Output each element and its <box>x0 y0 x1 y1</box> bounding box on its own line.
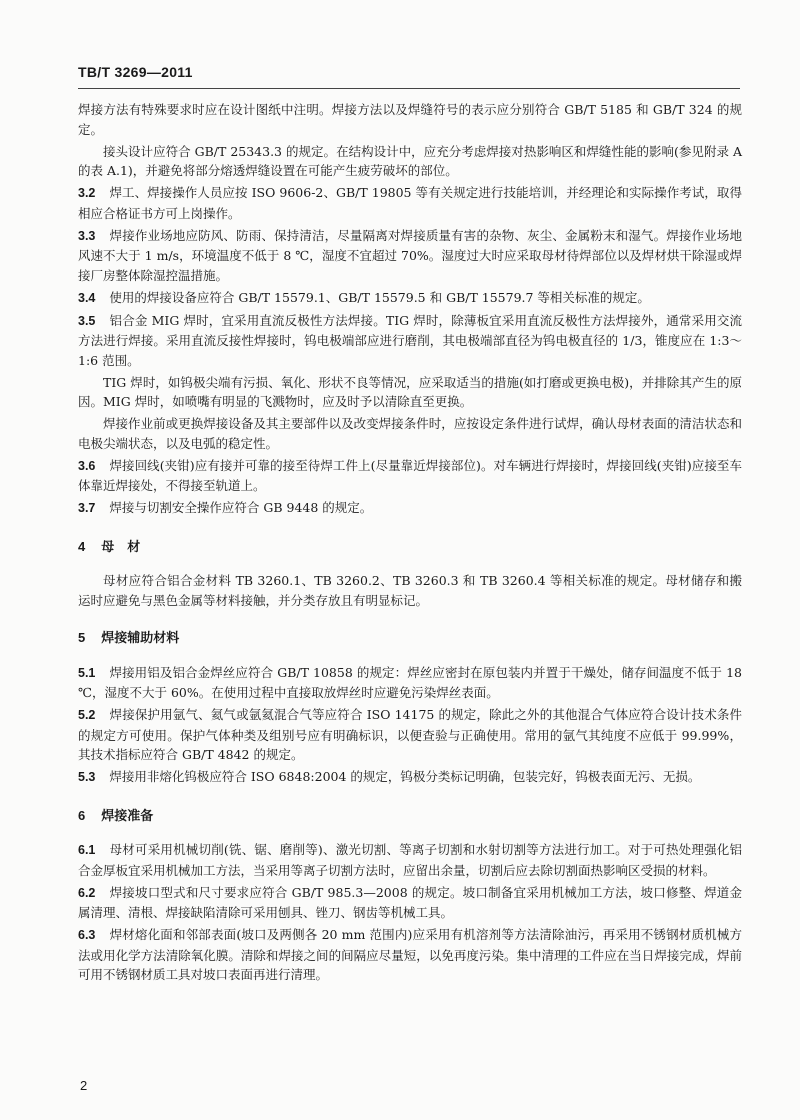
paragraph: 母材应符合铝合金材料 TB 3260.1、TB 3260.2、TB 3260.3 和 TB 3260.4 等相关标准的规定。母材储存和搬运时应避免与黑色金属等材料接触，并分类存放且有明显标记。 <box>78 573 742 608</box>
clause-3-4 <box>78 288 742 309</box>
clause-6-1 <box>78 840 742 880</box>
clause-number: 3.6 <box>78 458 96 473</box>
clause-number: 5.1 <box>78 665 96 680</box>
section-number: 5 <box>78 630 86 645</box>
clause-3-2 <box>78 183 742 223</box>
clause-6-2 <box>78 883 742 923</box>
clause-number: 5.3 <box>78 770 96 784</box>
clause-5-3 <box>78 767 742 788</box>
section-title: 母 材 <box>101 539 141 555</box>
section-heading-5 <box>78 628 742 649</box>
clause-number: 3.4 <box>78 290 96 305</box>
section-heading-4 <box>78 537 742 558</box>
clause-text: 焊接回线(夹钳)应有接并可靠的接至待焊工件上(尽量靠近焊接部位)。对车辆进行焊接时，焊接回线(夹钳)应接至车体靠近焊接处，不得接至轨道上。 <box>78 457 742 493</box>
section-title: 焊接准备 <box>101 808 154 824</box>
page-number: 2 <box>80 1078 88 1093</box>
clause-number: 3.2 <box>78 186 96 200</box>
clause-6-3 <box>78 925 742 985</box>
clause-text: 铝合金 MIG 焊时，宜采用直流反极性方法焊接。TIG 焊时，除薄板宜采用直流反极性方法焊接外，通常采用交流方法进行焊接。采用直流反接性焊接时，钨电极端部应进行磨削，其电极端部直径为钨电极直径的 1/3，锥度应在 1:3～1:6 范围。 <box>78 312 742 368</box>
section-number: 6 <box>78 807 86 823</box>
section-number: 4 <box>78 538 86 554</box>
clause-number: 6.1 <box>78 843 96 857</box>
clause-text: 焊接坡口型式和尺寸要求应符合 GB/T 985.3—2008 的规定。坡口制备宜采用机械加工方法，坡口修整、焊道金属清理、清根、焊接缺陷清除可采用刨具、锉刀、钢齿等机械工具。 <box>78 884 742 920</box>
paragraph: 焊接方法有特殊要求时应在设计图纸中注明。焊接方法以及焊缝符号的表示应分别符合 GB/T 5185 和 GB/T 324 的规定。 <box>78 102 742 137</box>
section-title: 焊接辅助材料 <box>101 631 180 646</box>
header-divider <box>78 88 740 89</box>
clause-3-5 <box>78 311 742 371</box>
clause-text: 焊接用铝及铝合金焊丝应符合 GB/T 10858 的规定：焊丝应密封在原包装内并置于干燥处，储存间温度不低于 18 ℃，湿度不大于 60%。在使用过程中直接取放焊丝时应避免污染焊丝表面。 <box>78 664 742 700</box>
section-heading-6 <box>78 806 742 827</box>
clause-text: 焊接作业场地应防风、防雨、保持清洁，尽量隔离对焊接质量有害的杂物、灰尘、金属粉末和湿气。焊接作业场地风速不大于 1 m/s，环境温度不低于 8 ℃，湿度不宜超过 70%。湿度过大时应采取母材待焊部位以及焊材烘干除湿或焊接厂房整体除湿控温措施。 <box>78 227 742 283</box>
clause-text: 焊接与切割安全操作应符合 GB 9448 的规定。 <box>109 500 373 515</box>
clause-text: 焊接用非熔化钨极应符合 ISO 6848:2004 的规定，钨极分类标记明确，包装完好，钨极表面无污、无损。 <box>109 769 701 784</box>
standard-code: TB/T 3269—2011 <box>78 64 193 80</box>
clause-text: 母材可采用机械切削(铣、锯、磨削等)、激光切割、等离子切割和水射切割等方法进行加工。对于可热处理强化铝合金厚板宜采用机械加工方法，当采用等离子切割方法时，应留出余量，切割后应去除切割面热影响区受损的材料。 <box>78 842 742 878</box>
paragraph: 接头设计应符合 GB/T 25343.3 的规定。在结构设计中，应充分考虑焊接对热影响区和焊缝性能的影响(参见附录 A 的表 A.1)，并避免将部分熔透焊缝设置在可能产生疲劳破坏的部位。 <box>78 143 742 178</box>
clause-3-3 <box>78 226 742 286</box>
clause-text: 焊工、焊接操作人员应按 ISO 9606-2、GB/T 19805 等有关规定进行技能培训，并经理论和实际操作考试，取得相应合格证书方可上岗操作。 <box>78 185 742 221</box>
document-body <box>78 100 742 987</box>
paragraph: 焊接作业前或更换焊接设备及其主要部件以及改变焊接条件时，应按设定条件进行试焊，确认母材表面的清洁状态和电极尖端状态，以及电弧的稳定性。 <box>78 416 742 451</box>
clause-number: 5.2 <box>78 708 96 722</box>
clause-3-6 <box>78 456 742 496</box>
paragraph: TIG 焊时，如钨极尖端有污损、氧化、形状不良等情况，应采取适当的措施(如打磨或更换电极)，并排除其产生的原因。MIG 焊时，如喷嘴有明显的飞溅物时，应及时予以清除直至更换。 <box>78 374 742 409</box>
clause-number: 3.5 <box>78 313 96 328</box>
clause-number: 6.2 <box>78 885 96 900</box>
clause-text: 使用的焊接设备应符合 GB/T 15579.1、GB/T 15579.5 和 GB/T 15579.7 等相关标准的规定。 <box>109 289 650 305</box>
clause-text: 焊接保护用氩气、氦气或氩氦混合气等应符合 ISO 14175 的规定，除此之外的其他混合气体应符合设计技术条件的规定方可使用。保护气体种类及组别号应有明确标识，以便查验与正确使用。常用的氩气其纯度不应低于 99.99%，其技术指标应符合 GB/T 4842 的规定。 <box>78 707 742 762</box>
clause-5-2 <box>78 705 742 765</box>
clause-text: 焊材熔化面和邻部表面(坡口及两侧各 20 mm 范围内)应采用有机溶剂等方法清除油污，再采用不锈钢材质机械方法或用化学方法清除氧化膜。清除和焊接之间的间隔应尽量短，以免再度污染。集中清理的工件应在当日焊接完成，焊前可用不锈钢材质工具对坡口表面再进行清理。 <box>78 927 742 982</box>
clause-number: 6.3 <box>78 928 96 942</box>
clause-number: 3.3 <box>78 228 96 243</box>
clause-number: 3.7 <box>78 501 96 515</box>
clause-3-7 <box>78 498 742 519</box>
clause-5-1 <box>78 663 742 703</box>
